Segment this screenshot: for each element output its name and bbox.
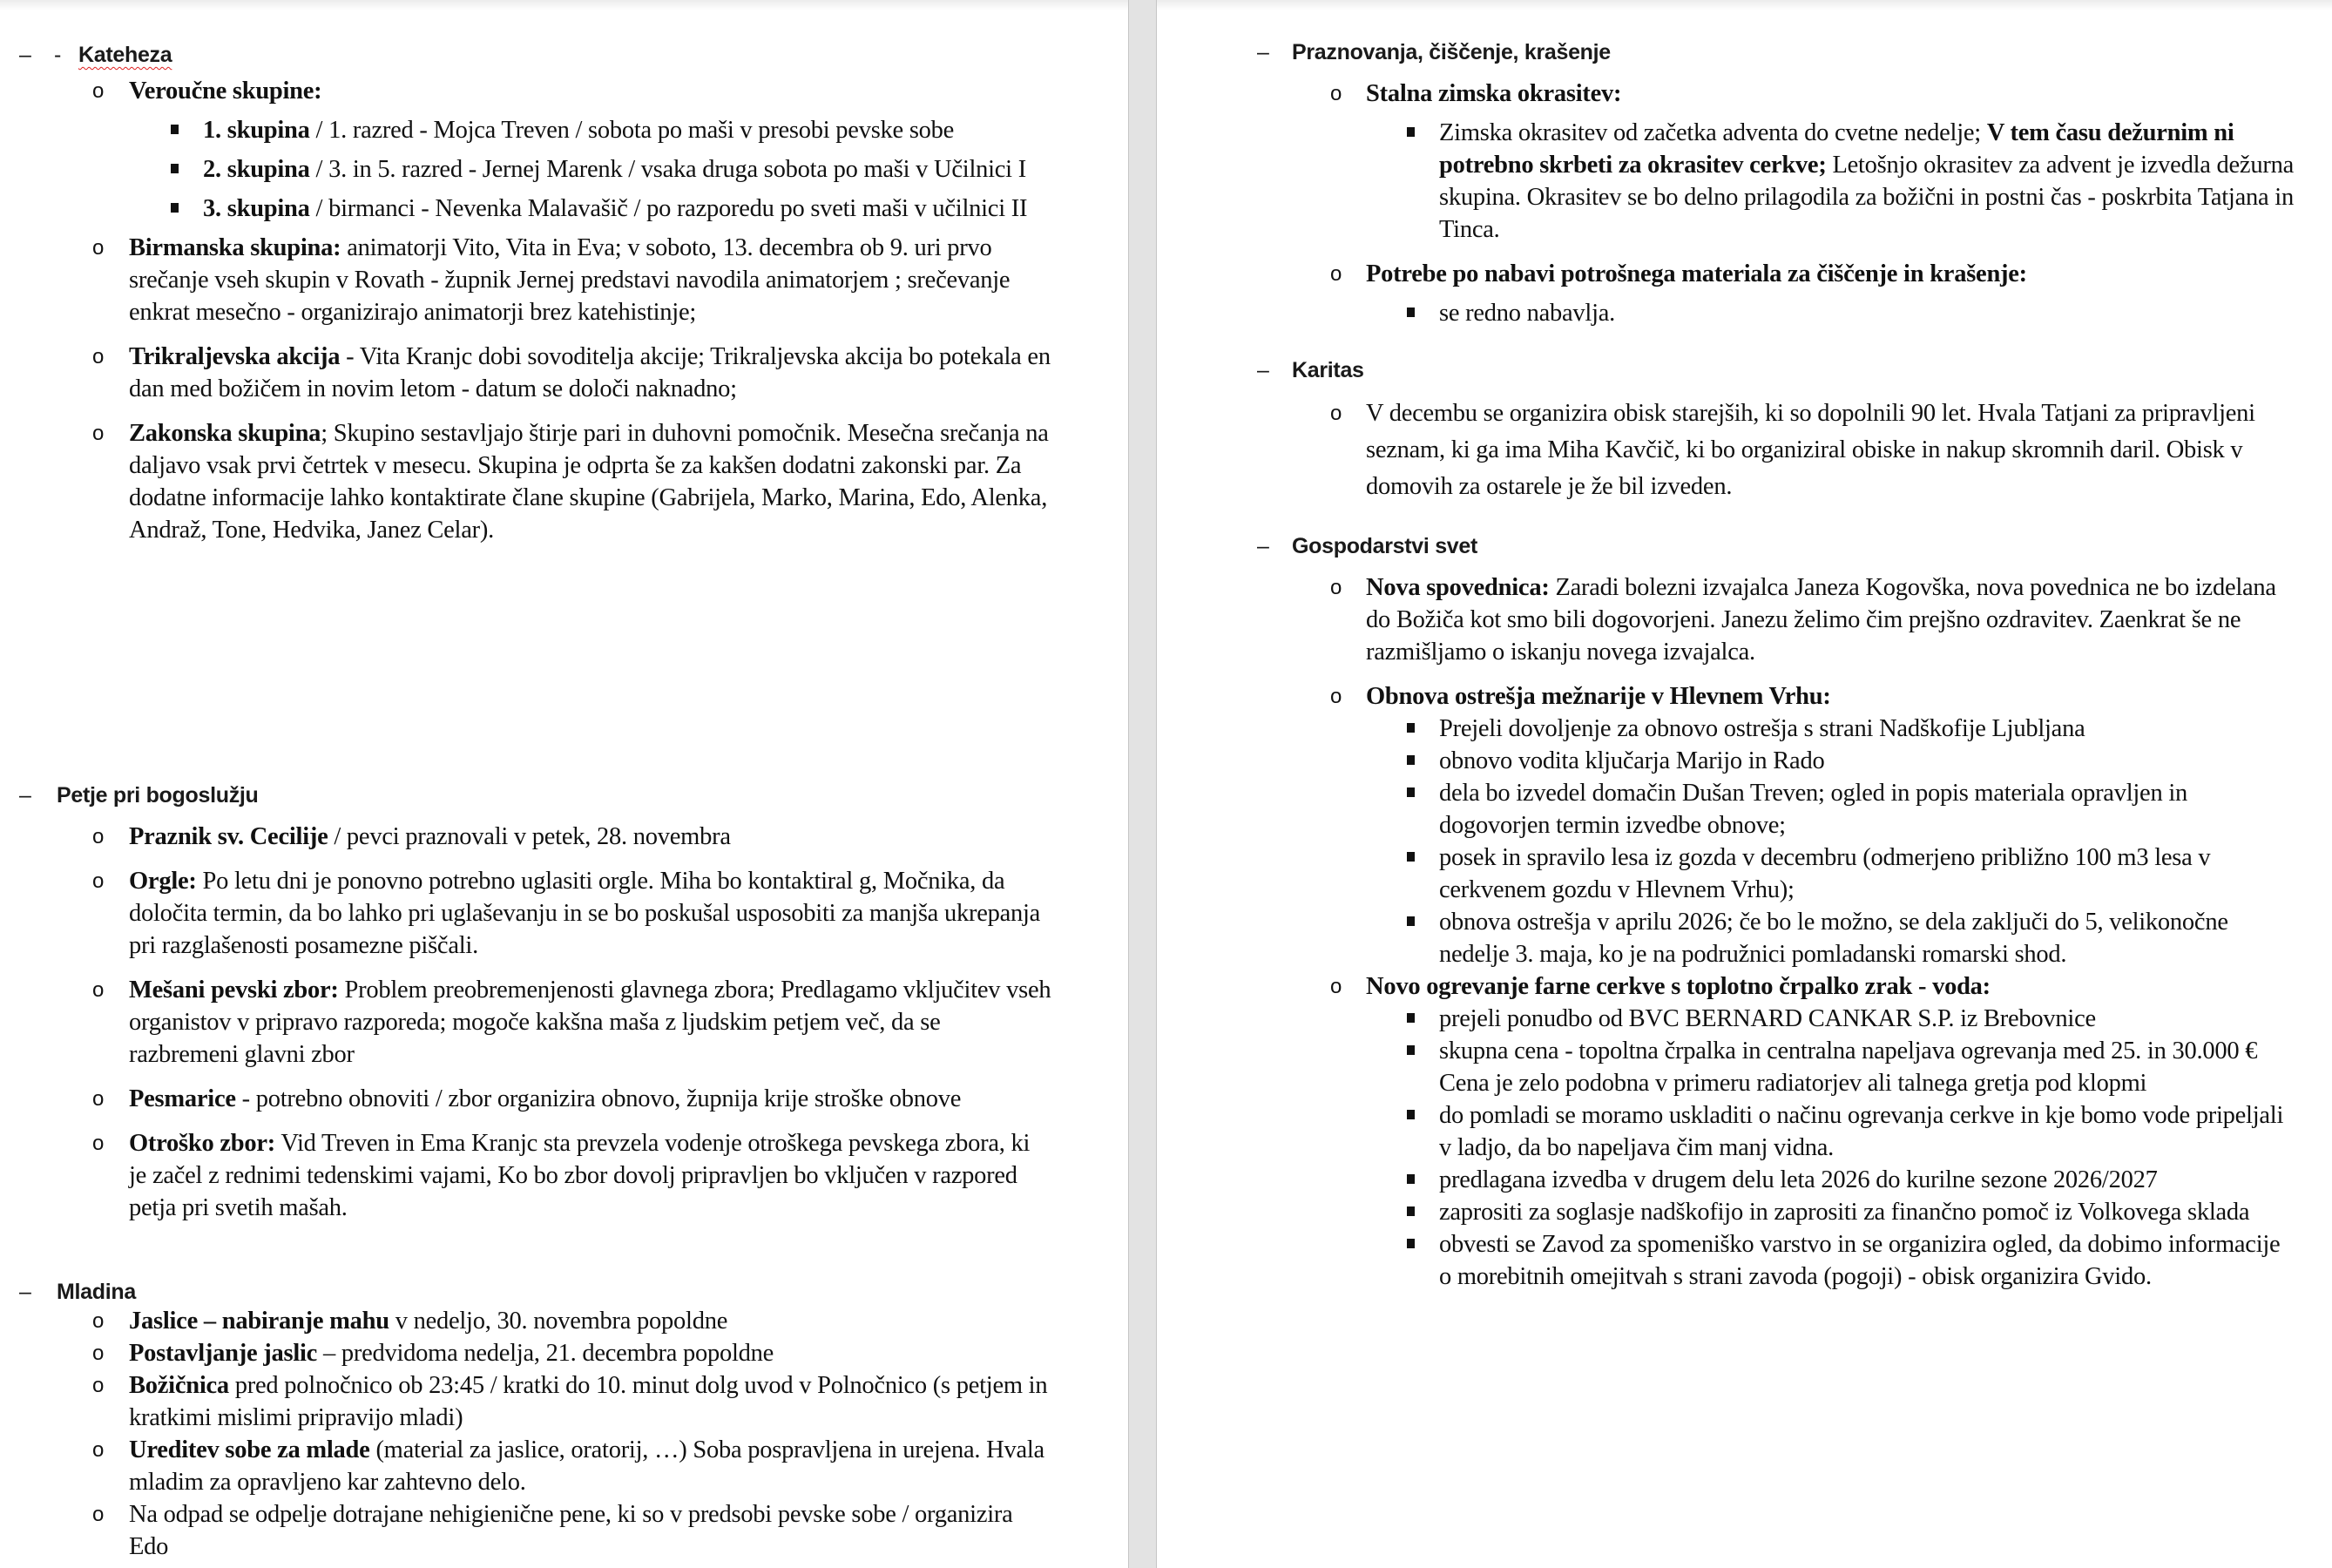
circle-bullet-icon: o [92, 978, 105, 1002]
list-item [0, 75, 1128, 107]
item-text: Problem preobremenjenosti glavnega zbora; Predlagamo vključitev vseh organistov v pripravo razporeda; mogoče kakšna maša z ljudskim petjem več, da se razbremeni glavni zbor [129, 977, 1051, 1068]
list-item [1156, 970, 2332, 1003]
dash-bullet-icon: – [19, 43, 31, 67]
square-bullet-icon [1407, 1206, 1415, 1216]
item-title: Jaslice – nabiranje mahu [129, 1308, 389, 1335]
item-title: Trikraljevska akcija [129, 343, 341, 370]
item-text: pred polnočnico ob 23:45 / kratki do 10. minut dolg uvod v Polnočnico (s petjem in kratkimi mislimi pripravijo mladi) [129, 1372, 1048, 1431]
item-title: Birmanska skupina: [129, 234, 341, 261]
list-item [1156, 680, 2332, 713]
section-heading [0, 42, 1128, 68]
section-heading [1156, 357, 2332, 383]
document-page-left [0, 0, 1128, 1568]
section-kateheza [0, 42, 1128, 546]
list-item [0, 1369, 1128, 1434]
item-text: Prejeli dovoljenje za obnovo ostrešja s strani Nadškofije Ljubljana [1439, 715, 2085, 742]
dash-bullet-icon: – [19, 1280, 31, 1304]
circle-bullet-icon: o [92, 422, 105, 445]
list-item [1156, 571, 2332, 668]
item-text: – predvidoma nedelja, 21. decembra popoldne [317, 1340, 774, 1367]
dash-bullet-icon: – [1257, 534, 1269, 558]
circle-bullet-icon: o [92, 869, 105, 893]
heading-text: Mladina [57, 1280, 136, 1304]
circle-bullet-icon: o [92, 1374, 105, 1397]
list-item [1156, 78, 2332, 110]
square-bullet-icon [1407, 1239, 1415, 1248]
circle-bullet-icon: o [92, 825, 105, 848]
item-text: obnovo vodita ključarja Marijo in Rado [1439, 747, 1825, 774]
item-title: Obnova ostrešja mežnarije v Hlevnem Vrhu: [1366, 683, 1831, 710]
item-text: Po letu dni je ponovno potrebno uglasiti orgle. Miha bo kontaktiral g, Močnika, da določita termin, da bo lahko pri uglaševanju in se bo poskušal usposobiti za manjša ukrepanja pri razglašenosti posamezne piščali. [129, 868, 1041, 959]
circle-bullet-icon: o [92, 345, 105, 368]
item-text: predlagana izvedba v drugem delu leta 2026 do kurilne sezone 2026/2027 [1439, 1166, 2158, 1193]
item-title: 1. skupina [203, 117, 310, 144]
sub-list-item [1156, 745, 2332, 777]
item-text: (material za jaslice, oratorij, …) Soba pospravljena in urejena. Hvala mladim za opravljeno kar zahtevno delo. [129, 1436, 1044, 1496]
list-item [0, 1337, 1128, 1369]
list-item [0, 1434, 1128, 1498]
circle-bullet-icon: o [1330, 82, 1342, 105]
list-item [0, 865, 1128, 962]
square-bullet-icon [1407, 723, 1415, 733]
item-title: Postavljanje jaslic [129, 1340, 318, 1367]
sub-list-item [1156, 841, 2332, 906]
square-bullet-icon [1407, 916, 1415, 926]
circle-bullet-icon: o [92, 1503, 105, 1526]
item-text: Vid Treven in Ema Kranjc sta prevzela vodenje otroškega pevskega zbora, ki je začel z rednimi tedenskimi vajami, Ko bo zbor dovolj pripravljen bo vključen v razpored petja pri svetih mašah. [129, 1130, 1031, 1221]
item-text: obnova ostrešja v aprilu 2026; če bo le možno, se dela zaključi do 5, velikonočne nedelje 3. maja, ko je na podružnici pomladanski romarski shod. [1439, 909, 2228, 968]
list-item [0, 974, 1128, 1071]
list-item [1156, 395, 2332, 505]
square-bullet-icon [1407, 308, 1415, 317]
sub-list-item [1156, 1164, 2332, 1196]
sub-list-item [1156, 1228, 2332, 1293]
circle-bullet-icon: o [92, 79, 105, 103]
square-bullet-icon [171, 203, 179, 213]
sub-list-item [0, 114, 1128, 146]
item-text: V decembu se organizira obisk starejših, ki so dopolnili 90 let. Hvala Tatjani za pripravljeni seznam, ki ga ima Miha Kavčič, ki bo organiziral obiske in nakup skromnih daril. Obisk v domovih za ostarele je že bil izveden. [1366, 400, 2255, 500]
item-title: Praznik sv. Cecilije [129, 823, 328, 850]
item-text: / 1. razred - Mojca Treven / sobota po maši v presobi pevske sobe [309, 117, 955, 144]
item-title: Ureditev sobe za mlade [129, 1436, 370, 1463]
list-item [1156, 258, 2332, 290]
square-bullet-icon [171, 164, 179, 173]
sub-list-item [1156, 713, 2332, 745]
list-item [0, 1498, 1128, 1563]
list-item [0, 1305, 1128, 1337]
item-text: - Vita Kranjc dobi sovoditelja akcije; Trikraljevska akcija bo potekala en dan med božičem in novim letom - datum se določi naknadno; [129, 343, 1051, 402]
sub-list-item [1156, 906, 2332, 970]
list-item [0, 1083, 1128, 1115]
section-heading [0, 1279, 1128, 1305]
item-title: Mešani pevski zbor: [129, 977, 339, 1004]
sub-list-item [1156, 1035, 2332, 1099]
circle-bullet-icon: o [1330, 402, 1342, 425]
list-item [0, 1127, 1128, 1224]
document-page-right [1156, 0, 2332, 1568]
dash-bullet-icon: – [1257, 358, 1269, 382]
circle-bullet-icon: o [92, 1087, 105, 1111]
section-karitas [1156, 357, 2332, 505]
sub-list-item [1156, 1003, 2332, 1035]
heading-text: Petje pri bogoslužju [57, 783, 259, 808]
circle-bullet-icon: o [1330, 975, 1342, 998]
sub-list-item [1156, 1099, 2332, 1164]
square-bullet-icon [1407, 755, 1415, 765]
item-text: / 3. in 5. razred - Jernej Marenk / vsaka druga sobota po maši v Učilnici I [309, 156, 1026, 183]
item-emphasis: V tem času dežurnim ni potrebno skrbeti za okrasitev cerkve; [1439, 119, 2234, 179]
circle-bullet-icon: o [92, 1342, 105, 1365]
item-text: ; Skupino sestavljajo štirje pari in duhovni pomočnik. Mesečna srečanja na daljavo vsak prvi četrtek v mesecu. Skupina je odprta še za kakšen dodatni zakonski par. Za dodatne informacije lahko kontaktirate člane skupine (Gabrijela, Marko, Marina, Edo, Alenka, Andraž, Tone, Hedvika, Janez Celar). [129, 420, 1049, 544]
item-title: Veroučne skupine: [129, 78, 322, 105]
list-item [0, 417, 1128, 546]
square-bullet-icon [1407, 852, 1415, 862]
list-item [0, 232, 1128, 328]
item-text: posek in spravilo lesa iz gozda v decembru (odmerjeno približno 100 m3 lesa v cerkvenem gozdu v Hlevnem Vrhu); [1439, 844, 2211, 903]
dash-bullet-icon: – [19, 783, 31, 808]
item-text: Na odpad se odpelje dotrajane nehigienične pene, ki so v predsobi pevske sobe / organizira Edo [129, 1501, 1013, 1560]
heading-prefix: - [54, 43, 62, 67]
dash-bullet-icon: – [1257, 40, 1269, 64]
item-text: se redno nabavlja. [1439, 300, 1616, 327]
circle-bullet-icon: o [92, 1438, 105, 1462]
item-text: / birmanci - Nevenka Malavašič / po razporedu po sveti maši v učilnici II [309, 195, 1028, 222]
circle-bullet-icon: o [1330, 576, 1342, 599]
item-title: Stalna zimska okrasitev: [1366, 80, 1622, 107]
item-title: Pesmarice [129, 1085, 236, 1112]
item-text: prejeli ponudbo od BVC BERNARD CANKAR S.P. iz Brebovnice [1439, 1005, 2096, 1032]
square-bullet-icon [1407, 1110, 1415, 1119]
item-title: Orgle: [129, 868, 197, 895]
item-text: Letošnjo okrasitev za advent je izvedla dežurna skupina. Okrasitev se bo delno prilagodila za božični in postni čas - poskrbita Tatjana in Tinca. [1439, 152, 2294, 243]
item-text: v nedeljo, 30. novembra popoldne [389, 1308, 728, 1335]
heading-text: Karitas [1292, 358, 1364, 382]
item-text: obvesti se Zavod za spomeniško varstvo in se organizira ogled, da dobimo informacije o morebitnih omejitvah s strani zavoda (pogoji) - obisk organizira Gvido. [1439, 1231, 2281, 1290]
item-text: - potrebno obnoviti / zbor organizira obnovo, župnija krije stroške obnove [235, 1085, 962, 1112]
item-text: do pomladi se moramo uskladiti o načinu ogrevanja cerkve in kje bomo vode pripeljali v ladjo, da bo napeljava čim manj vidna. [1439, 1102, 2284, 1161]
section-praznovanja [1156, 39, 2332, 329]
section-gospodarski-svet [1156, 533, 2332, 1293]
section-heading [1156, 533, 2332, 559]
section-heading [1156, 39, 2332, 65]
section-petje [0, 782, 1128, 1224]
item-text: skupna cena - topoltna črpalka in centralna napeljava ogrevanja med 25. in 30.000 € Cena je zelo podobna v primeru radiatorjev ali talnega gretja pod klopmi [1439, 1037, 2258, 1097]
item-text: dela bo izvedel domačin Dušan Treven; ogled in popis materiala opravljen in dogovorjen termin izvedbe obnove; [1439, 780, 2187, 839]
square-bullet-icon [1407, 1013, 1415, 1023]
section-mladina [0, 1279, 1128, 1563]
item-title: Potrebe po nabavi potrošnega materiala za čiščenje in krašenje: [1366, 260, 2027, 287]
list-item [0, 341, 1128, 405]
item-text: / pevci praznovali v petek, 28. novembra [328, 823, 731, 850]
square-bullet-icon [1407, 1174, 1415, 1184]
item-title: Otroško zbor: [129, 1130, 276, 1157]
circle-bullet-icon: o [1330, 262, 1342, 286]
circle-bullet-icon: o [92, 236, 105, 260]
square-bullet-icon [1407, 127, 1415, 137]
section-heading [0, 782, 1128, 808]
sub-list-item [0, 153, 1128, 186]
heading-text: Praznovanja, čiščenje, krašenje [1292, 40, 1611, 64]
item-title: 2. skupina [203, 156, 310, 183]
heading-text: Gospodarstvi svet [1292, 534, 1478, 558]
square-bullet-icon [1407, 787, 1415, 797]
square-bullet-icon [1407, 1045, 1415, 1055]
item-text: Zaradi bolezni izvajalca Janeza Kogovška, nova povednica ne bo izdelana do Božiča kot smo bili dogovorjeni. Janezu želimo čim prejšno ozdravitev. Zaenkrat še ne razmišljamo o iskanju novega izvajalca. [1366, 574, 2276, 666]
item-title: Zakonska skupina [129, 420, 321, 447]
square-bullet-icon [171, 125, 179, 134]
sub-list-item [1156, 117, 2332, 246]
circle-bullet-icon: o [92, 1309, 105, 1333]
circle-bullet-icon: o [1330, 685, 1342, 708]
item-title: 3. skupina [203, 195, 310, 222]
sub-list-item [0, 193, 1128, 225]
circle-bullet-icon: o [92, 1132, 105, 1155]
item-title: Nova spovednica: [1366, 574, 1550, 601]
item-text: Zimska okrasitev od začetka adventa do cvetne nedelje; [1439, 119, 1987, 146]
item-title: Novo ogrevanje farne cerkve s toplotno črpalko zrak - voda: [1366, 973, 1991, 1000]
page-gutter [1128, 0, 1157, 1568]
sub-list-item [1156, 297, 2332, 329]
list-item [0, 821, 1128, 853]
sub-list-item [1156, 777, 2332, 841]
item-text: zaprositi za soglasje nadškofijo in zaprositi za finančno pomoč iz Volkovega sklada [1439, 1199, 2250, 1226]
item-text: animatorji Vito, Vita in Eva; v soboto, 13. decembra ob 9. uri prvo srečanje vseh skupin v Rovath - župnik Jernej predstavi navodila animatorjem ; srečevanje enkrat mesečno - organizirajo animatorji brez katehistinje; [129, 234, 1011, 326]
heading-text: Kateheza [78, 43, 172, 67]
item-title: Božičnica [129, 1372, 229, 1399]
sub-list-item [1156, 1196, 2332, 1228]
